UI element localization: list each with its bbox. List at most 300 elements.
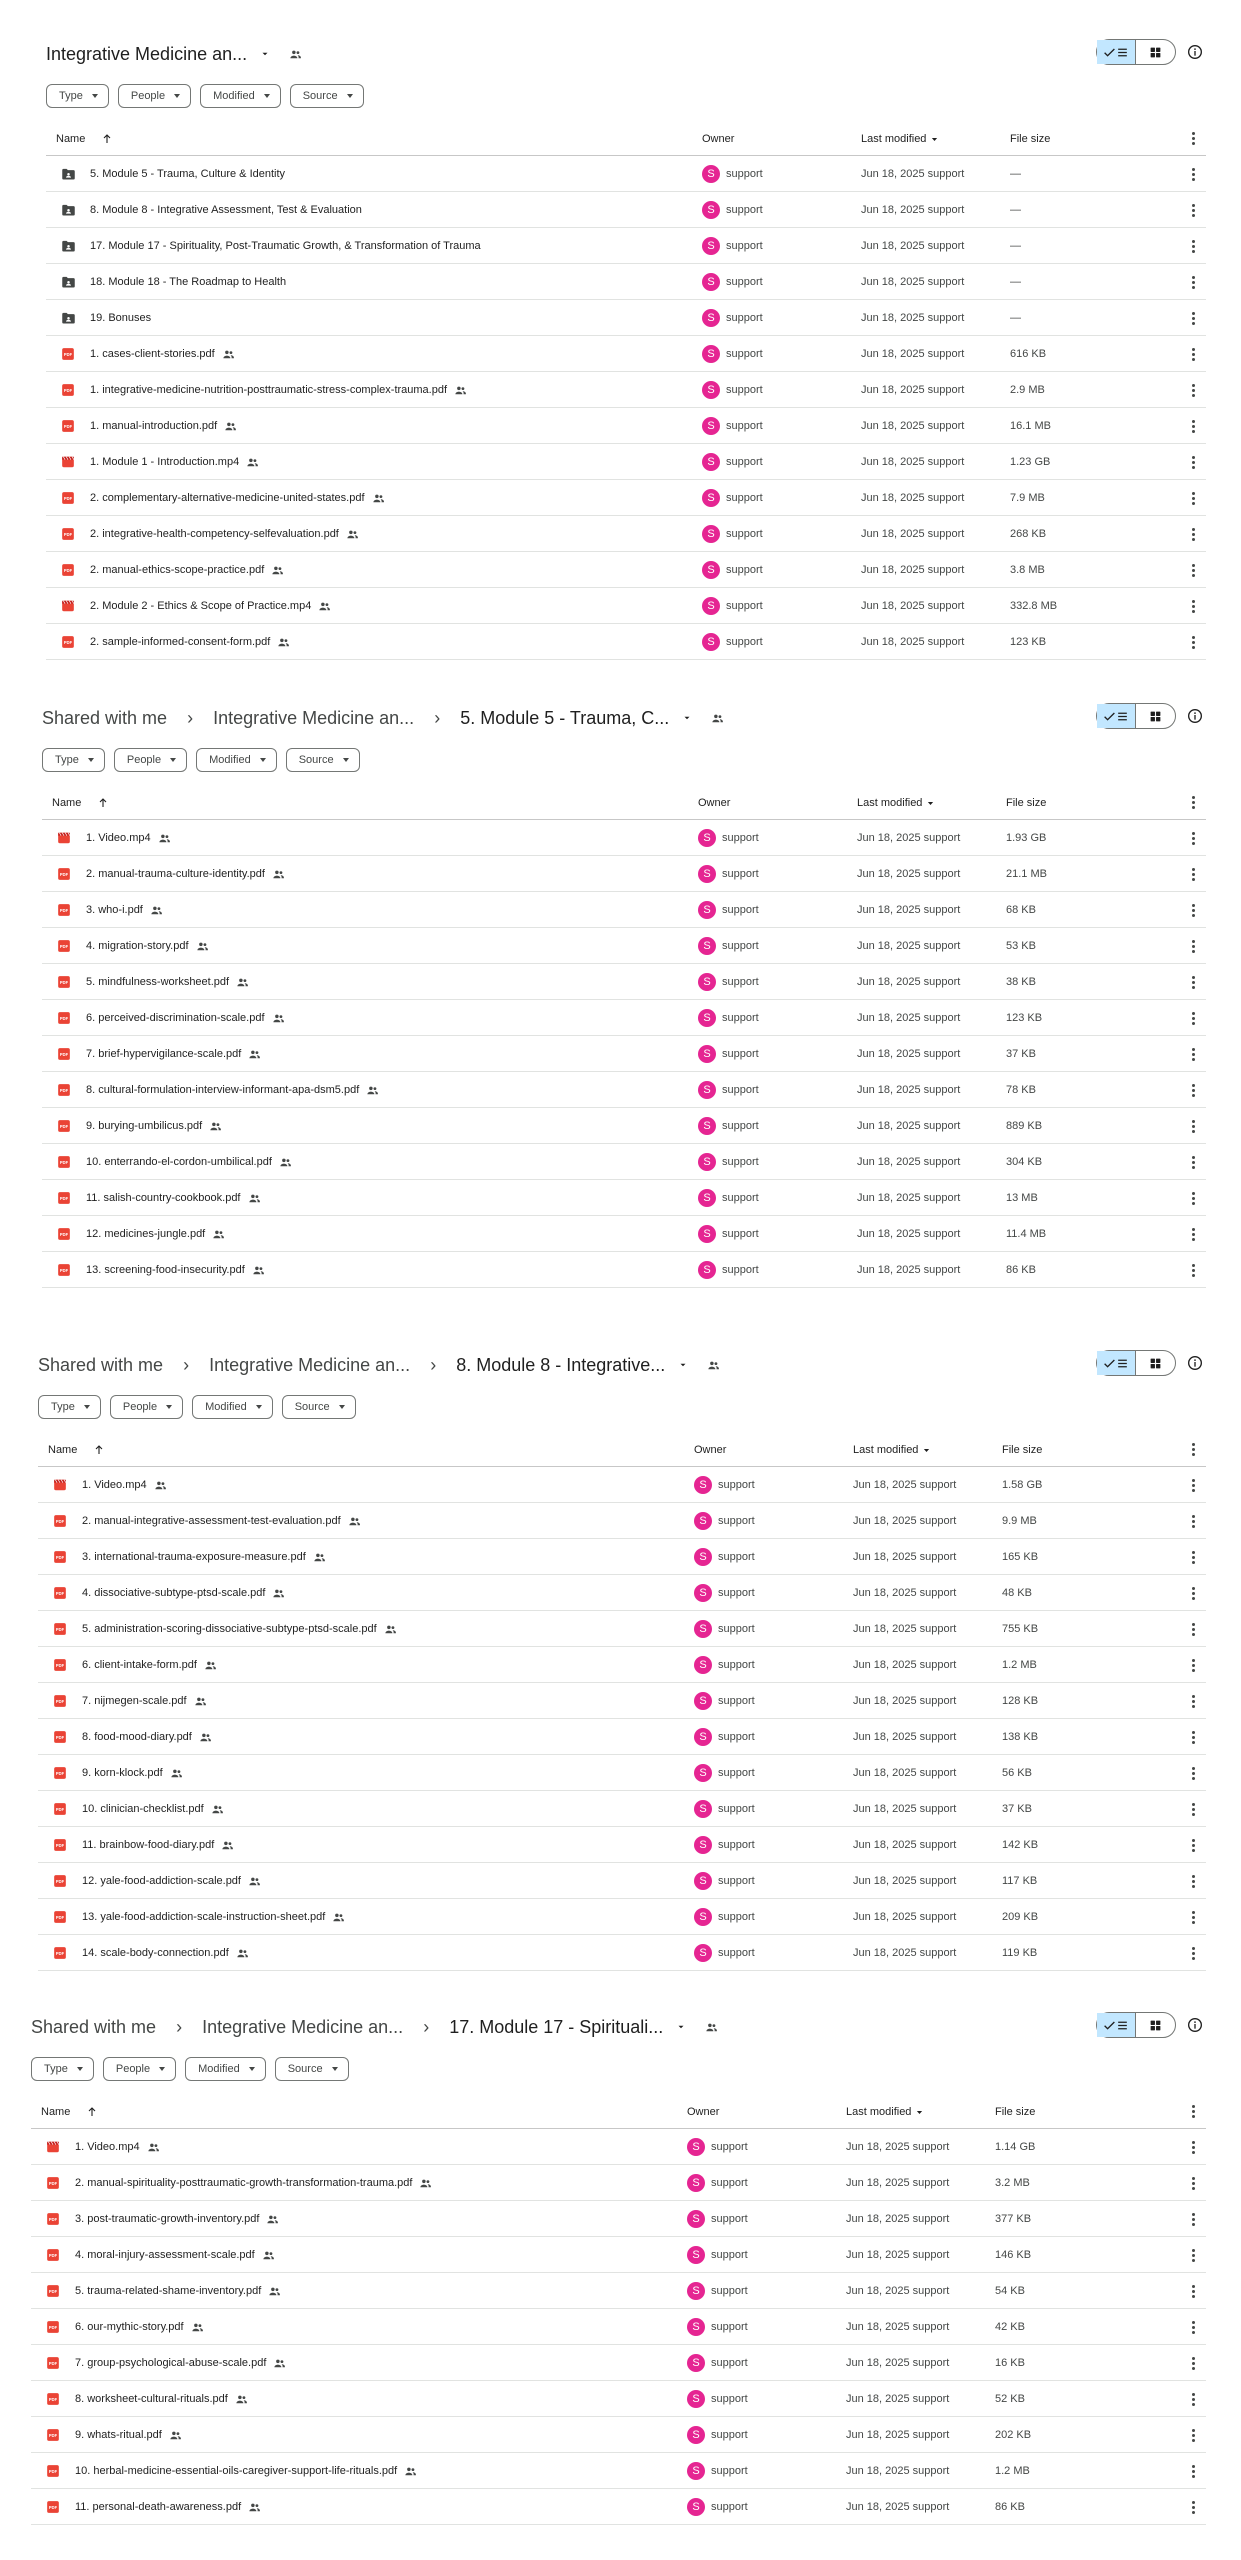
file-size-text: 11.4 MB (1006, 1228, 1047, 1240)
filter-chip-people[interactable] (103, 2057, 176, 2081)
table-row[interactable] (38, 1575, 1206, 1611)
more-options-icon[interactable] (1186, 1180, 1200, 1216)
svg-text:PDF: PDF (63, 352, 73, 358)
owner-cell (694, 1755, 755, 1791)
table-row[interactable] (31, 2165, 1206, 2201)
avatar: S (698, 1189, 716, 1207)
table-row[interactable] (31, 2489, 1206, 2525)
file-name[interactable]: 5. Module 5 - Trauma, Culture & Identity (90, 168, 286, 180)
table-row[interactable] (46, 264, 1206, 300)
last-modified-cell (846, 2345, 949, 2381)
avatar: S (702, 309, 720, 327)
column-header-name[interactable] (56, 133, 113, 145)
grid-view-button[interactable] (1136, 1351, 1175, 1375)
more-options-icon[interactable] (1186, 856, 1200, 892)
file-name[interactable]: 5. mindfulness-worksheet.pdf (86, 976, 230, 988)
column-header-name[interactable] (52, 797, 109, 809)
table-row[interactable] (42, 856, 1206, 892)
file-name[interactable]: 1. manual-introduction.pdf (90, 420, 218, 432)
file-size-cell (995, 2381, 1025, 2417)
file-name[interactable]: 4. dissociative-subtype-ptsd-scale.pdf (82, 1587, 266, 1599)
table-row[interactable] (42, 1180, 1206, 1216)
dropdown-arrow-icon (260, 758, 266, 762)
file-name[interactable]: 1. integrative-medicine-nutrition-posttraumatic-stress-complex-trauma.pdf (90, 384, 448, 396)
avatar: S (702, 633, 720, 651)
info-icon[interactable] (1184, 705, 1206, 727)
file-name[interactable]: 4. migration-story.pdf (86, 940, 189, 952)
table-row[interactable] (46, 336, 1206, 372)
more-options-icon[interactable] (1186, 1503, 1200, 1539)
filter-chip-modified[interactable] (200, 84, 281, 108)
table-row[interactable] (46, 624, 1206, 660)
more-options-icon[interactable] (1186, 2489, 1200, 2525)
file-name[interactable]: 9. burying-umbilicus.pdf (86, 1120, 203, 1132)
table-row[interactable] (31, 2453, 1206, 2489)
table-row[interactable] (38, 1899, 1206, 1935)
avatar: S (694, 1512, 712, 1530)
owner-cell (698, 1036, 759, 1072)
table-row[interactable] (46, 552, 1206, 588)
last-modified-cell (846, 2129, 949, 2165)
file-name[interactable]: 8. worksheet-cultural-rituals.pdf (75, 2393, 228, 2405)
panel-header (42, 700, 1206, 748)
table-row[interactable] (46, 444, 1206, 480)
file-name[interactable]: 2. manual-spirituality-posttraumatic-growth-transformation-trauma.pdf (75, 2177, 413, 2189)
column-header-owner[interactable] (694, 1444, 726, 1456)
grid-view-button[interactable] (1136, 2013, 1175, 2037)
file-name[interactable]: 8. food-mood-diary.pdf (82, 1731, 192, 1743)
more-options-icon[interactable] (1186, 516, 1200, 552)
more-options-icon[interactable] (1186, 300, 1200, 336)
avatar: S (698, 1045, 716, 1063)
table-row[interactable] (31, 2237, 1206, 2273)
info-icon[interactable] (1184, 1352, 1206, 1374)
file-size-cell (1006, 1216, 1046, 1252)
breadcrumb-item[interactable]: Integrative Medicine an... (213, 707, 415, 728)
more-options-icon[interactable] (1186, 2237, 1200, 2273)
breadcrumb-item[interactable]: Shared with me (38, 1354, 164, 1375)
table-row[interactable] (42, 892, 1206, 928)
table-row[interactable] (46, 588, 1206, 624)
sort-arrow-up-icon[interactable] (86, 2106, 98, 2118)
table-row[interactable] (38, 1719, 1206, 1755)
table-row[interactable] (46, 228, 1206, 264)
more-options-icon[interactable] (1186, 1467, 1200, 1503)
sort-arrow-up-icon[interactable] (97, 797, 109, 809)
file-name[interactable]: 17. Module 17 - Spirituality, Post-Traumatic Growth, & Transformation of Trauma (90, 240, 481, 252)
name-cell (45, 2345, 286, 2381)
more-options-icon[interactable] (1186, 1827, 1200, 1863)
file-name[interactable]: 11. personal-death-awareness.pdf (75, 2501, 242, 2513)
sort-down-icon (930, 135, 939, 144)
filter-chip-modified[interactable] (185, 2057, 266, 2081)
current-folder-title[interactable]: 8. Module 8 - Integrative... (456, 1354, 666, 1375)
more-options-icon[interactable] (1186, 2129, 1200, 2165)
file-name[interactable]: 7. brief-hypervigilance-scale.pdf (86, 1048, 242, 1060)
shared-icon (222, 348, 235, 361)
column-header-name[interactable] (48, 1444, 105, 1456)
table-row[interactable] (31, 2273, 1206, 2309)
table-row[interactable] (46, 408, 1206, 444)
more-options-icon[interactable] (1186, 120, 1200, 156)
owner-name: support (722, 1192, 759, 1204)
file-name[interactable]: 2. manual-trauma-culture-identity.pdf (86, 868, 265, 880)
more-options-icon[interactable] (1186, 192, 1200, 228)
current-folder-title[interactable]: Integrative Medicine an... (46, 43, 248, 64)
sort-arrow-up-icon[interactable] (101, 133, 113, 145)
table-row[interactable] (42, 820, 1206, 856)
name-cell (45, 2489, 261, 2525)
more-options-icon[interactable] (1186, 1863, 1200, 1899)
file-name[interactable]: 12. yale-food-addiction-scale.pdf (82, 1875, 241, 1887)
table-row[interactable] (46, 480, 1206, 516)
more-options-icon[interactable] (1186, 1072, 1200, 1108)
owner-name: support (718, 1623, 755, 1635)
more-options-icon[interactable] (1186, 1647, 1200, 1683)
caret-down-icon[interactable] (669, 2015, 693, 2039)
more-options-icon[interactable] (1186, 156, 1200, 192)
file-name[interactable]: 1. Video.mp4 (82, 1479, 147, 1491)
last-modified-cell (853, 1899, 956, 1935)
table-row[interactable] (31, 2381, 1206, 2417)
more-options-icon[interactable] (1186, 552, 1200, 588)
more-options-icon[interactable] (1186, 2309, 1200, 2345)
more-options-icon[interactable] (1186, 2345, 1200, 2381)
name-cell (56, 1144, 292, 1180)
file-name[interactable]: 6. perceived-discrimination-scale.pdf (86, 1012, 265, 1024)
more-options-icon[interactable] (1186, 1144, 1200, 1180)
filter-chip-modified[interactable] (196, 748, 277, 772)
svg-text:PDF: PDF (55, 1843, 65, 1849)
filter-chip-source[interactable] (286, 748, 360, 772)
filter-chip-label: Type (59, 90, 83, 102)
column-header-file-size[interactable] (1010, 133, 1050, 145)
more-options-icon[interactable] (1186, 2273, 1200, 2309)
file-size-text: 117 KB (1002, 1875, 1038, 1887)
last-modified-text: Jun 18, 2025 support (853, 1875, 957, 1887)
table-row[interactable] (42, 964, 1206, 1000)
more-options-icon[interactable] (1186, 1575, 1200, 1611)
table-row[interactable] (42, 1144, 1206, 1180)
file-name[interactable]: 12. medicines-jungle.pdf (86, 1228, 206, 1240)
file-name[interactable]: 18. Module 18 - The Roadmap to Health (90, 276, 287, 288)
breadcrumb-item[interactable]: Shared with me (42, 707, 168, 728)
table-row[interactable] (42, 1252, 1206, 1288)
more-options-icon[interactable] (1186, 2201, 1200, 2237)
file-name[interactable]: 7. nijmegen-scale.pdf (82, 1695, 187, 1707)
owner-cell (702, 336, 763, 372)
list-view-button[interactable] (1097, 40, 1136, 64)
table-row[interactable] (46, 300, 1206, 336)
column-header-owner[interactable] (687, 2106, 719, 2118)
filter-chip-type[interactable] (46, 84, 109, 108)
file-name[interactable]: 2. complementary-alternative-medicine-united-states.pdf (90, 492, 365, 504)
name-cell (45, 2381, 248, 2417)
table-row[interactable] (46, 156, 1206, 192)
current-folder-title[interactable]: 5. Module 5 - Trauma, C... (460, 707, 670, 728)
file-name[interactable]: 5. trauma-related-shame-inventory.pdf (75, 2285, 262, 2297)
table-row[interactable] (38, 1647, 1206, 1683)
last-modified-text: Jun 18, 2025 support (846, 2501, 950, 2513)
owner-cell (702, 264, 763, 300)
table-row[interactable] (38, 1935, 1206, 1971)
file-name[interactable]: 14. scale-body-connection.pdf (82, 1947, 229, 1959)
file-size-cell (1002, 1863, 1037, 1899)
more-options-icon[interactable] (1186, 1036, 1200, 1072)
avatar: S (687, 2174, 705, 2192)
shared-folder-icon (701, 1353, 725, 1377)
more-options-icon[interactable] (1186, 1108, 1200, 1144)
last-modified-cell (857, 820, 960, 856)
list-view-button[interactable] (1097, 1351, 1136, 1375)
dropdown-arrow-icon (159, 2067, 165, 2071)
table-row[interactable] (38, 1863, 1206, 1899)
file-name[interactable]: 2. sample-informed-consent-form.pdf (90, 636, 271, 648)
breadcrumb-item[interactable]: Integrative Medicine an... (202, 2016, 404, 2037)
more-options-icon[interactable] (1186, 2453, 1200, 2489)
owner-cell (694, 1719, 755, 1755)
more-options-icon[interactable] (1186, 372, 1200, 408)
avatar: S (698, 1117, 716, 1135)
column-header-file-size[interactable] (995, 2106, 1035, 2118)
name-cell (52, 1503, 361, 1539)
table-row[interactable] (42, 1108, 1206, 1144)
info-icon[interactable] (1184, 2014, 1206, 2036)
more-options-icon[interactable] (1186, 264, 1200, 300)
file-size-cell (1002, 1755, 1032, 1791)
table-row[interactable] (42, 928, 1206, 964)
pdf-file-icon (45, 2319, 61, 2335)
column-header-last-modified[interactable] (846, 2106, 924, 2118)
owner-name: support (726, 456, 763, 468)
file-size-text: 889 KB (1006, 1120, 1043, 1132)
more-options-icon[interactable] (1186, 1611, 1200, 1647)
file-name[interactable]: 2. manual-integrative-assessment-test-evaluation.pdf (82, 1515, 341, 1527)
more-options-icon[interactable] (1186, 1935, 1200, 1971)
file-name[interactable]: 19. Bonuses (90, 312, 152, 324)
more-options-icon[interactable] (1186, 928, 1200, 964)
table-row[interactable] (31, 2417, 1206, 2453)
owner-cell (687, 2129, 748, 2165)
column-header-last-modified[interactable] (857, 797, 935, 809)
caret-down-icon[interactable] (253, 42, 277, 66)
filter-chip-type[interactable] (42, 748, 105, 772)
more-options-icon[interactable] (1186, 588, 1200, 624)
grid-view-button[interactable] (1136, 40, 1175, 64)
file-name[interactable]: 3. post-traumatic-growth-inventory.pdf (75, 2213, 260, 2225)
owner-cell (694, 1503, 755, 1539)
current-folder-title[interactable]: 17. Module 17 - Spirituali... (449, 2016, 664, 2037)
dropdown-arrow-icon (88, 758, 94, 762)
last-modified-cell (853, 1791, 956, 1827)
file-name[interactable]: 3. international-trauma-exposure-measure.pdf (82, 1551, 306, 1563)
info-icon[interactable] (1184, 41, 1206, 63)
more-options-icon[interactable] (1186, 336, 1200, 372)
more-options-icon[interactable] (1186, 820, 1200, 856)
breadcrumb (31, 2015, 723, 2039)
table-row[interactable] (38, 1755, 1206, 1791)
file-size-text: 128 KB (1002, 1695, 1039, 1707)
table-row[interactable] (31, 2201, 1206, 2237)
table-row[interactable] (46, 516, 1206, 552)
name-cell (52, 1719, 212, 1755)
file-size-text: 78 KB (1006, 1084, 1036, 1096)
more-options-icon[interactable] (1186, 228, 1200, 264)
table-row[interactable] (42, 1036, 1206, 1072)
table-row[interactable] (38, 1467, 1206, 1503)
filter-bar (31, 2057, 349, 2081)
more-options-icon[interactable] (1186, 1719, 1200, 1755)
column-header-last-modified[interactable] (861, 133, 939, 145)
more-options-icon[interactable] (1186, 2165, 1200, 2201)
more-options-icon[interactable] (1186, 1683, 1200, 1719)
more-options-icon[interactable] (1186, 1899, 1200, 1935)
file-size-text: 146 KB (995, 2249, 1032, 2261)
caret-down-icon[interactable] (671, 1353, 695, 1377)
column-header-name[interactable] (41, 2106, 98, 2118)
table-row[interactable] (38, 1503, 1206, 1539)
file-name[interactable]: 1. Video.mp4 (86, 832, 151, 844)
more-options-icon[interactable] (1186, 892, 1200, 928)
shared-icon (277, 636, 290, 649)
table-row[interactable] (46, 192, 1206, 228)
last-modified-text: Jun 18, 2025 support (861, 456, 965, 468)
more-options-icon[interactable] (1186, 444, 1200, 480)
pdf-file-icon (52, 1693, 68, 1709)
owner-name: support (726, 204, 763, 216)
last-modified-text: Jun 18, 2025 support (853, 1587, 957, 1599)
more-options-icon[interactable] (1186, 2417, 1200, 2453)
column-header-last-modified[interactable] (853, 1444, 931, 1456)
filter-chip-people[interactable] (114, 748, 187, 772)
more-options-icon[interactable] (1186, 1252, 1200, 1288)
file-name[interactable]: 9. whats-ritual.pdf (75, 2429, 162, 2441)
file-name[interactable]: 2. Module 2 - Ethics & Scope of Practice.mp4 (90, 600, 312, 612)
file-name[interactable]: 10. enterrando-el-cordon-umbilical.pdf (86, 1156, 272, 1168)
avatar: S (687, 2138, 705, 2156)
file-size-cell (1010, 552, 1045, 588)
table-row[interactable] (38, 1791, 1206, 1827)
pdf-file-icon (52, 1549, 68, 1565)
filter-chip-label: Modified (205, 1401, 247, 1413)
breadcrumb-item[interactable]: Integrative Medicine an... (209, 1354, 411, 1375)
file-name[interactable]: 4. moral-injury-assessment-scale.pdf (75, 2249, 255, 2261)
file-name[interactable]: 10. clinician-checklist.pdf (82, 1803, 204, 1815)
file-size-text: 755 KB (1002, 1623, 1039, 1635)
file-name[interactable]: 8. cultural-formulation-interview-informant-apa-dsm5.pdf (86, 1084, 360, 1096)
pdf-file-icon (56, 1154, 72, 1170)
owner-name: support (726, 384, 763, 396)
table-row[interactable] (31, 2129, 1206, 2165)
file-name[interactable]: 11. salish-country-cookbook.pdf (86, 1192, 241, 1204)
avatar: S (698, 865, 716, 883)
column-header-file-size[interactable] (1006, 797, 1046, 809)
more-options-icon[interactable] (1186, 1216, 1200, 1252)
more-options-icon[interactable] (1186, 2093, 1200, 2129)
filter-chip-source[interactable] (290, 84, 364, 108)
more-options-icon[interactable] (1186, 2381, 1200, 2417)
filter-chip-type[interactable] (38, 1395, 101, 1419)
filter-chip-modified[interactable] (192, 1395, 273, 1419)
svg-text:PDF: PDF (59, 872, 69, 878)
more-options-icon[interactable] (1186, 1791, 1200, 1827)
caret-down-icon[interactable] (675, 706, 699, 730)
file-name[interactable]: 1. Module 1 - Introduction.mp4 (90, 456, 240, 468)
more-options-icon[interactable] (1186, 1000, 1200, 1036)
table-row[interactable] (31, 2345, 1206, 2381)
list-view-button[interactable] (1097, 2013, 1136, 2037)
column-header-owner[interactable] (698, 797, 730, 809)
table-row[interactable] (42, 1072, 1206, 1108)
list-view-button[interactable] (1097, 704, 1136, 728)
table-row[interactable] (38, 1539, 1206, 1575)
file-name[interactable]: 13. yale-food-addiction-scale-instruction-sheet.pdf (82, 1911, 326, 1923)
last-modified-cell (861, 192, 964, 228)
more-options-icon[interactable] (1186, 624, 1200, 660)
more-options-icon[interactable] (1186, 1539, 1200, 1575)
file-name[interactable]: 1. cases-client-stories.pdf (90, 348, 215, 360)
file-size-cell (1006, 1072, 1036, 1108)
file-name[interactable]: 5. administration-scoring-dissociative-subtype-ptsd-scale.pdf (82, 1623, 377, 1635)
filter-chip-source[interactable] (275, 2057, 349, 2081)
file-name[interactable]: 9. korn-klock.pdf (82, 1767, 163, 1779)
last-modified-text: Jun 18, 2025 support (857, 1228, 961, 1240)
file-name[interactable]: 6. our-mythic-story.pdf (75, 2321, 184, 2333)
table-row[interactable] (46, 372, 1206, 408)
filter-chip-type[interactable] (31, 2057, 94, 2081)
more-options-icon[interactable] (1186, 784, 1200, 820)
file-name[interactable]: 11. brainbow-food-diary.pdf (82, 1839, 215, 1851)
last-modified-text: Jun 18, 2025 support (861, 384, 965, 396)
file-name[interactable]: 2. integrative-health-competency-selfevaluation.pdf (90, 528, 339, 540)
file-name[interactable]: 6. client-intake-form.pdf (82, 1659, 197, 1671)
file-name[interactable]: 3. who-i.pdf (86, 904, 143, 916)
filter-chip-people[interactable] (110, 1395, 183, 1419)
filter-chip-source[interactable] (282, 1395, 356, 1419)
grid-view-button[interactable] (1136, 704, 1175, 728)
table-row[interactable] (38, 1611, 1206, 1647)
sort-arrow-up-icon[interactable] (93, 1444, 105, 1456)
more-options-icon[interactable] (1186, 964, 1200, 1000)
table-row[interactable] (38, 1827, 1206, 1863)
svg-text:PDF: PDF (59, 1160, 69, 1166)
file-name[interactable]: 1. Video.mp4 (75, 2141, 140, 2153)
file-size-text: 52 KB (995, 2393, 1025, 2405)
file-name[interactable]: 7. group-psychological-abuse-scale.pdf (75, 2357, 267, 2369)
table-row[interactable] (31, 2309, 1206, 2345)
table-row[interactable] (42, 1000, 1206, 1036)
more-options-icon[interactable] (1186, 480, 1200, 516)
file-name[interactable]: 8. Module 8 - Integrative Assessment, Test & Evaluation (90, 204, 362, 216)
table-row[interactable] (42, 1216, 1206, 1252)
file-size-cell (1010, 480, 1045, 516)
breadcrumb-item[interactable]: Shared with me (31, 2016, 157, 2037)
table-row[interactable] (38, 1683, 1206, 1719)
more-options-icon[interactable] (1186, 1755, 1200, 1791)
more-options-icon[interactable] (1186, 1431, 1200, 1467)
filter-chip-people[interactable] (118, 84, 191, 108)
column-header-owner[interactable] (702, 133, 734, 145)
file-name[interactable]: 13. screening-food-insecurity.pdf (86, 1264, 245, 1276)
owner-name: support (711, 2393, 748, 2405)
owner-cell (698, 1252, 759, 1288)
file-name[interactable]: 2. manual-ethics-scope-practice.pdf (90, 564, 265, 576)
owner-name: support (718, 1695, 755, 1707)
file-name[interactable]: 10. herbal-medicine-essential-oils-caregiver-support-life-rituals.pdf (75, 2465, 398, 2477)
owner-name: support (722, 1156, 759, 1168)
more-options-icon[interactable] (1186, 408, 1200, 444)
column-header-file-size[interactable] (1002, 1444, 1042, 1456)
